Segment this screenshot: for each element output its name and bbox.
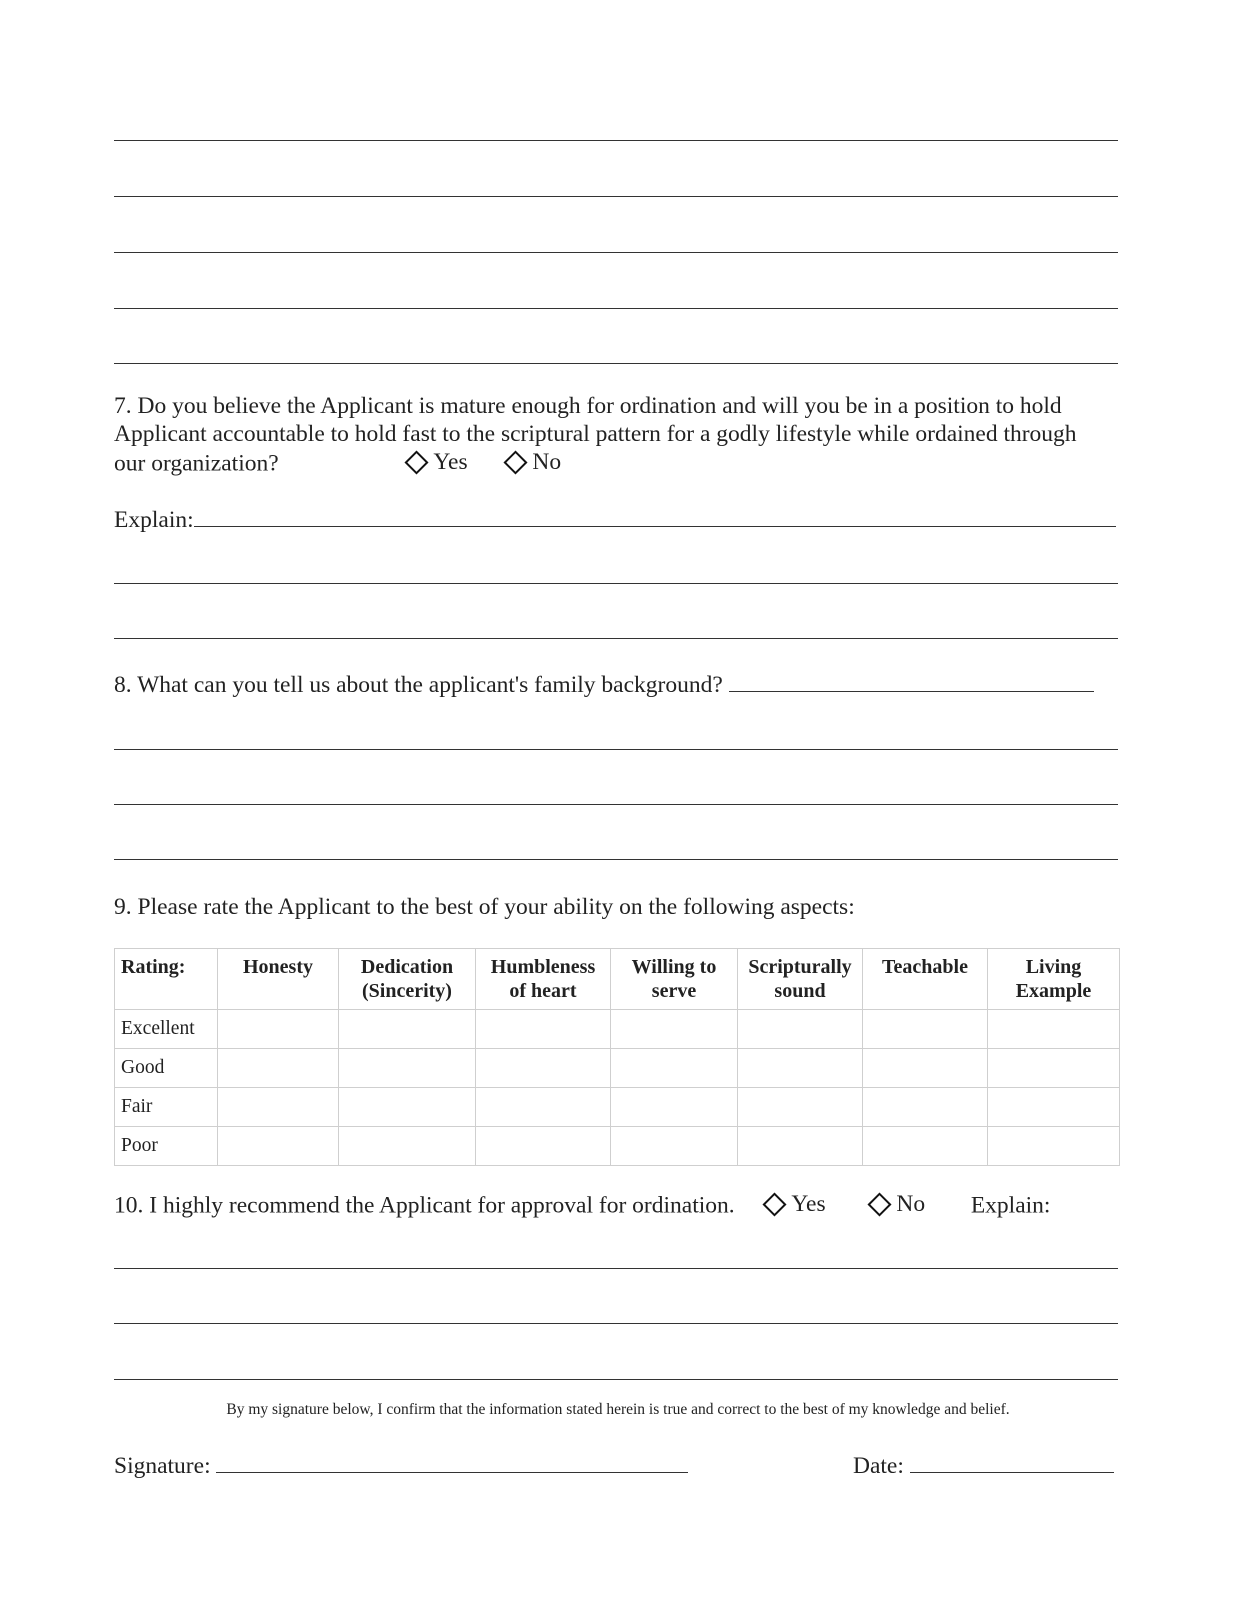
diamond-checkbox-icon[interactable] (405, 450, 429, 474)
rating-cell[interactable] (738, 1049, 863, 1088)
date-field (853, 1452, 1114, 1480)
date-label: Date: (853, 1453, 904, 1479)
table-row (115, 1010, 1120, 1049)
scripturally-sound-header: Scripturally sound (738, 949, 863, 1010)
rating-cell[interactable] (339, 1010, 476, 1049)
question-10 (114, 1190, 1050, 1220)
rating-label: Good (115, 1049, 218, 1088)
table-row (115, 1088, 1120, 1127)
rating-cell[interactable] (988, 1010, 1120, 1049)
question-7-explain (114, 506, 1116, 534)
rating-cell[interactable] (339, 1127, 476, 1166)
rating-cell[interactable] (611, 1049, 738, 1088)
answer-line[interactable] (114, 749, 1118, 750)
explain-label: Explain: (114, 507, 194, 533)
rating-cell[interactable] (476, 1088, 611, 1127)
living-example-header: Living Example (988, 949, 1120, 1010)
question-7-yes-option[interactable] (402, 448, 467, 476)
answer-line[interactable] (114, 1323, 1118, 1324)
question-7-no-option[interactable] (501, 448, 561, 476)
question-8-text: 8. What can you tell us about the applicant's family background? (114, 672, 723, 698)
rating-cell[interactable] (218, 1088, 339, 1127)
rating-table-header-row (115, 949, 1120, 1010)
rating-table (114, 948, 1120, 1166)
question-8-answer-line[interactable] (729, 691, 1094, 692)
dedication-header: Dedication (Sincerity) (339, 949, 476, 1010)
yes-label: Yes (791, 1191, 826, 1217)
signature-label: Signature: (114, 1453, 211, 1479)
rating-cell[interactable] (339, 1088, 476, 1127)
answer-line[interactable] (114, 308, 1118, 309)
question-7-line-3: our organization? (114, 450, 279, 477)
rating-cell[interactable] (476, 1049, 611, 1088)
rating-cell[interactable] (611, 1010, 738, 1049)
table-row (115, 1127, 1120, 1166)
rating-cell[interactable] (738, 1010, 863, 1049)
question-10-text: 10. I highly recommend the Applicant for approval for ordination. (114, 1192, 735, 1219)
rating-label: Excellent (115, 1010, 218, 1049)
question-8 (114, 671, 1094, 699)
question-9-text: 9. Please rate the Applicant to the best of your ability on the following aspects: (114, 894, 855, 920)
rating-cell[interactable] (476, 1127, 611, 1166)
answer-line[interactable] (114, 252, 1118, 253)
rating-cell[interactable] (218, 1010, 339, 1049)
rating-cell[interactable] (863, 1088, 988, 1127)
question-7 (114, 392, 1124, 478)
explain-line[interactable] (194, 526, 1116, 527)
rating-label: Fair (115, 1088, 218, 1127)
rating-cell[interactable] (988, 1088, 1120, 1127)
table-row (115, 1049, 1120, 1088)
answer-line[interactable] (114, 140, 1118, 141)
answer-line[interactable] (114, 583, 1118, 584)
rating-header: Rating: (115, 949, 218, 1010)
answer-line[interactable] (114, 196, 1118, 197)
question-10-yes-option[interactable] (760, 1190, 825, 1218)
rating-label: Poor (115, 1127, 218, 1166)
no-label: No (532, 449, 562, 475)
signature-line[interactable] (216, 1472, 688, 1473)
question-7-line-2: Applicant accountable to hold fast to the scriptural pattern for a godly lifestyle while ordained through (114, 421, 1077, 447)
rating-cell[interactable] (863, 1127, 988, 1166)
rating-cell[interactable] (863, 1010, 988, 1049)
rating-cell[interactable] (988, 1049, 1120, 1088)
rating-cell[interactable] (476, 1010, 611, 1049)
rating-cell[interactable] (863, 1049, 988, 1088)
answer-line[interactable] (114, 804, 1118, 805)
diamond-checkbox-icon[interactable] (763, 1192, 787, 1216)
yes-label: Yes (433, 449, 468, 475)
rating-cell[interactable] (988, 1127, 1120, 1166)
rating-cell[interactable] (218, 1049, 339, 1088)
rating-cell[interactable] (738, 1088, 863, 1127)
honesty-header: Honesty (218, 949, 339, 1010)
question-7-line-1: 7. Do you believe the Applicant is mature enough for ordination and will you be in a position to hold (114, 393, 1062, 419)
rating-cell[interactable] (611, 1088, 738, 1127)
signature-field (114, 1452, 688, 1480)
diamond-checkbox-icon[interactable] (868, 1192, 892, 1216)
answer-line[interactable] (114, 1268, 1118, 1269)
teachable-header: Teachable (863, 949, 988, 1010)
rating-cell[interactable] (738, 1127, 863, 1166)
certification-text: By my signature below, I confirm that the information stated herein is true and correct to the best of my knowledge and belief. (226, 1401, 1010, 1418)
answer-line[interactable] (114, 363, 1118, 364)
rating-cell[interactable] (611, 1127, 738, 1166)
willing-to-serve-header: Willing to serve (611, 949, 738, 1010)
answer-line[interactable] (114, 859, 1118, 860)
date-line[interactable] (910, 1472, 1114, 1473)
humbleness-header: Humbleness of heart (476, 949, 611, 1010)
rating-cell[interactable] (339, 1049, 476, 1088)
rating-cell[interactable] (218, 1127, 339, 1166)
no-label: No (896, 1191, 926, 1217)
question-10-explain-label: Explain: (970, 1192, 1051, 1219)
question-10-no-option[interactable] (865, 1190, 925, 1218)
diamond-checkbox-icon[interactable] (504, 450, 528, 474)
answer-line[interactable] (114, 638, 1118, 639)
answer-line[interactable] (114, 1379, 1118, 1380)
